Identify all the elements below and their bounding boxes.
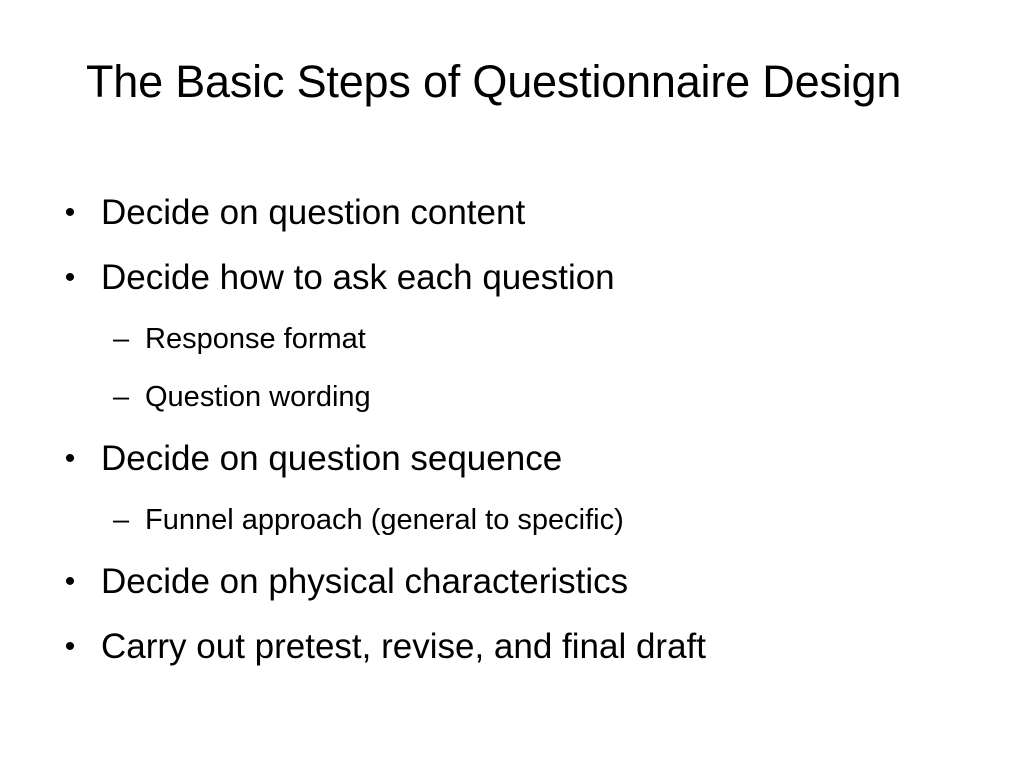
- sub-bullet-text: Funnel approach (general to specific): [145, 504, 624, 536]
- sub-bullet-item: [58, 499, 978, 557]
- bullet-text: Decide on question content: [101, 193, 526, 232]
- sub-bullet-item: [58, 318, 978, 376]
- bullet-text: Decide on question sequence: [101, 439, 563, 478]
- sub-bullet-text: Question wording: [145, 381, 371, 413]
- bullet-item: [58, 622, 978, 687]
- bullet-item: [58, 188, 978, 253]
- bullet-list: [58, 188, 978, 687]
- sub-bullet-marker: –: [113, 381, 130, 413]
- bullet-item: [58, 557, 978, 622]
- sub-bullet-text: Response format: [145, 323, 366, 355]
- bullet-marker: •: [64, 565, 76, 598]
- sub-bullet-marker: –: [113, 323, 130, 355]
- bullet-item: [58, 434, 978, 499]
- bullet-marker: •: [64, 261, 76, 294]
- bullet-text: Decide how to ask each question: [101, 258, 615, 297]
- slide-title: The Basic Steps of Questionnaire Design: [86, 56, 902, 107]
- sub-bullet-item: [58, 376, 978, 434]
- bullet-text: Decide on physical characteristics: [101, 562, 629, 601]
- bullet-marker: •: [64, 442, 76, 475]
- bullet-marker: •: [64, 196, 76, 229]
- sub-bullet-marker: –: [113, 504, 130, 536]
- bullet-marker: •: [64, 630, 76, 663]
- bullet-item: [58, 253, 978, 318]
- bullet-text: Carry out pretest, revise, and final draft: [101, 627, 706, 666]
